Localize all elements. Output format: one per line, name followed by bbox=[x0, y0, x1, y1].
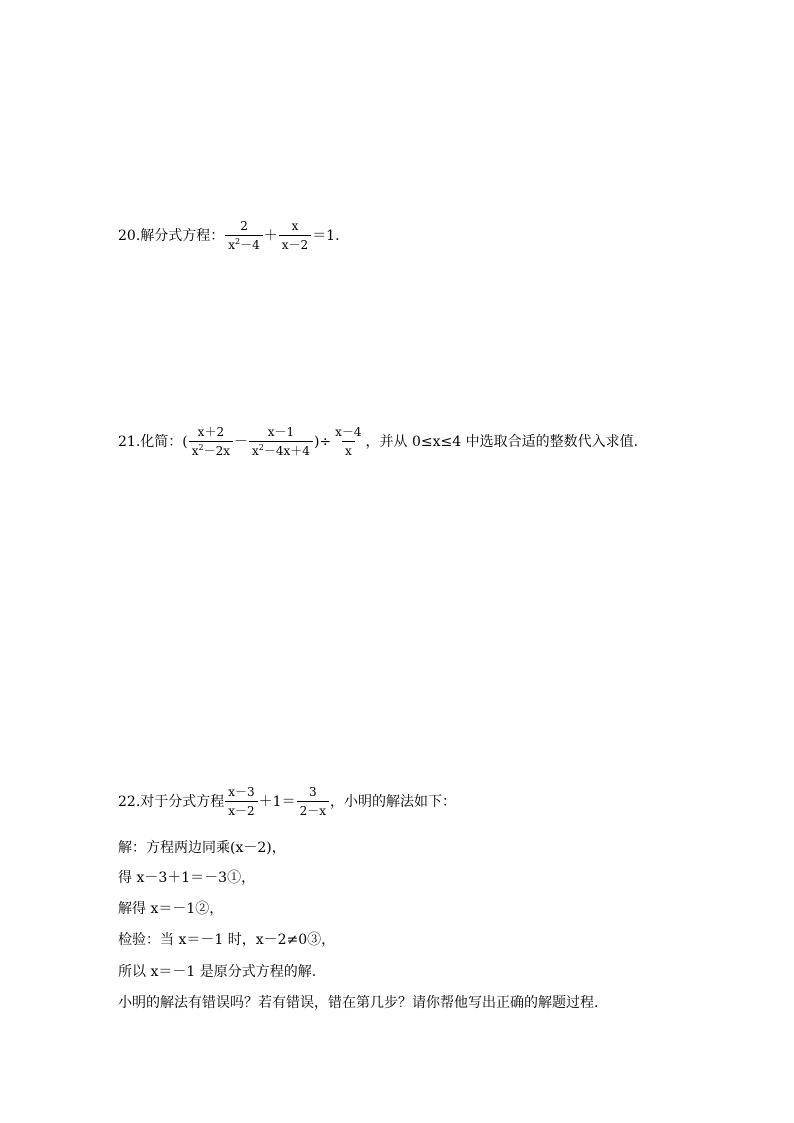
q22-f1-denominator: x－2 bbox=[225, 801, 257, 817]
q21-open-paren: ( bbox=[182, 433, 188, 450]
q20-f2-numerator: x bbox=[291, 219, 299, 233]
q22-f2-denominator: 2－x bbox=[297, 801, 329, 817]
q22-f2-numerator: 3 bbox=[308, 785, 317, 799]
q21-fraction-1 bbox=[189, 426, 233, 457]
q22-solution-line-4: 检验：当 x＝－1 时，x－2≠0③， bbox=[118, 932, 336, 948]
q22-mid: ＋1＝ bbox=[258, 793, 296, 810]
question-22 bbox=[118, 786, 456, 817]
q21-close-divide: )÷ bbox=[313, 433, 332, 450]
q20-tail: ＝1. bbox=[312, 227, 340, 244]
q21-f2-numerator: x－1 bbox=[267, 425, 295, 439]
q22-solution-line-2: 得 x－3＋1＝－3①， bbox=[118, 870, 256, 886]
q21-f1-numerator: x＋2 bbox=[197, 425, 225, 439]
q22-f1-numerator: x－3 bbox=[228, 785, 255, 799]
q20-fraction-2 bbox=[279, 220, 311, 251]
question-21 bbox=[118, 426, 638, 457]
q21-f1-denominator: $x^2-2x$ bbox=[189, 441, 233, 457]
q20-fraction-1 bbox=[225, 220, 263, 251]
q22-fraction-2 bbox=[297, 786, 329, 817]
q21-fraction-3 bbox=[332, 426, 364, 457]
q21-minus: － bbox=[234, 433, 249, 450]
q21-f3-numerator: x－4 bbox=[335, 425, 362, 439]
question-20 bbox=[118, 220, 340, 251]
q22-solution-line-5: 所以 x＝－1 是原分式方程的解. bbox=[118, 964, 317, 980]
q21-tail: ，并从 0≤x≤4 中选取合适的整数代入求值. bbox=[365, 433, 639, 450]
q21-f2-denominator: $x^2-4x+4$ bbox=[249, 441, 313, 457]
q20-label: 20.解分式方程： bbox=[118, 227, 225, 244]
q20-f1-denominator: $x^2-4$ bbox=[225, 235, 263, 251]
q20-plus: ＋ bbox=[263, 227, 278, 244]
q20-f2-denominator: x－2 bbox=[279, 235, 311, 251]
q22-solution-line-1: 解：方程两边同乘(x－2)， bbox=[118, 840, 286, 856]
q22-solution-line-3: 解得 x＝－1②， bbox=[118, 901, 224, 917]
q21-fraction-2 bbox=[249, 426, 313, 457]
q22-tail: ，小明的解法如下： bbox=[330, 793, 456, 810]
q21-label: 21.化简： bbox=[118, 433, 183, 450]
q22-question-text: 小明的解法有错误吗？若有错误，错在第几步？请你帮他写出正确的解题过程. bbox=[118, 995, 599, 1011]
q21-f3-denominator: x bbox=[342, 441, 355, 457]
q20-f1-numerator: 2 bbox=[240, 219, 248, 233]
q22-fraction-1 bbox=[225, 786, 257, 817]
q22-label: 22.对于分式方程 bbox=[118, 793, 225, 810]
